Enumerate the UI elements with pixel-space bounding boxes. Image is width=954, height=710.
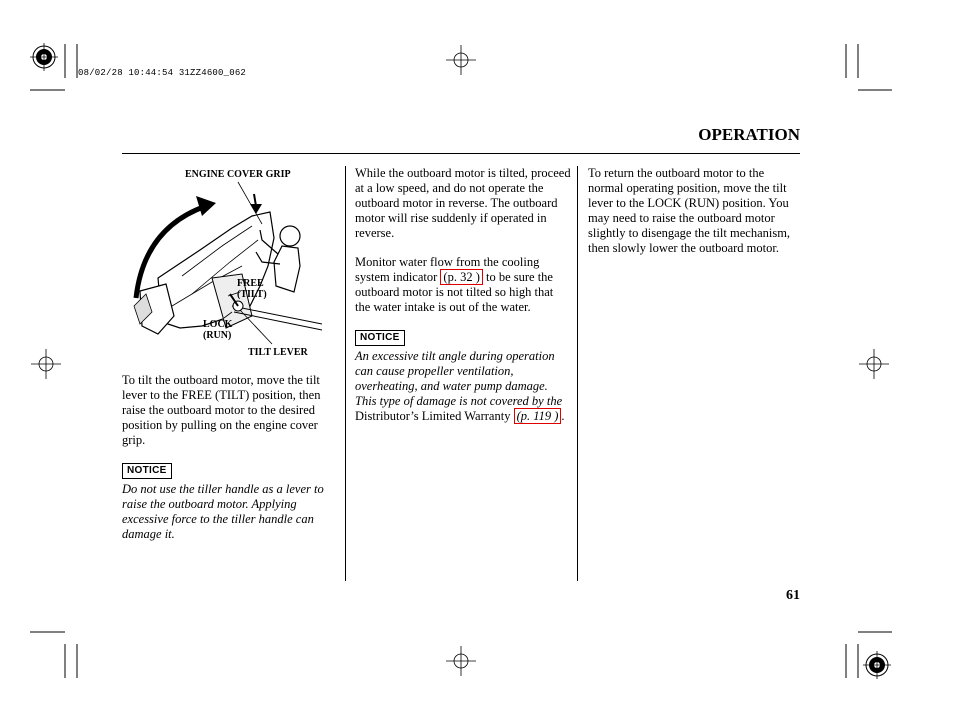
column-divider-2 [577,166,578,581]
label-run: (RUN) [203,330,232,341]
notice-text-2-end: . [561,409,565,423]
column-2 [355,166,571,424]
notice-text-2-italic: An excessive tilt angle during operation can cause propeller ventilation, overheating, and water pump damage. This type of damage is not covered by the [355,349,563,408]
starburst-mark-bottom-right [863,651,891,679]
print-timestamp: 08/02/28 10:44:54 31ZZ4600_062 [78,68,247,78]
tilt-figure [122,166,337,366]
notice-text-2-plain: Distributor’s Limited Warranty [355,409,514,423]
page-ref-32-link[interactable]: (p. 32 ) [440,269,482,285]
crosshair-mark-right [859,349,889,379]
label-tilt-lever: TILT LEVER [248,347,308,358]
label-engine-cover-grip: ENGINE COVER GRIP [185,169,291,180]
water-flow-paragraph [355,255,571,315]
column-3 [588,166,802,270]
page-number: 61 [786,588,800,603]
column-1 [122,373,340,542]
label-tilt: (TILT) [237,289,267,300]
notice-badge-1: NOTICE [122,463,172,479]
column-divider-1 [345,166,346,581]
notice-text-1: Do not use the tiller handle as a lever to raise the outboard motor. Applying excessive force to the tiller handle can damage it. [122,482,324,541]
notice-badge-2: NOTICE [355,330,405,346]
crosshair-mark-bottom [446,646,476,676]
notice-text-2 [355,349,571,424]
page-ref-119-link[interactable]: (p. 119 ) [514,408,562,424]
tilted-operation-warning: While the outboard motor is tilted, proceed at a low speed, and do not operate the outboard motor in reverse. The outboard motor will rise suddenly if operated in reverse. [355,166,571,240]
tilt-instruction: To tilt the outboard motor, move the tilt lever to the FREE (TILT) position, then raise the outboard motor to the desired position by pulling on the engine cover grip. [122,373,321,447]
label-free: FREE [237,278,264,289]
starburst-mark-top-left [30,43,58,71]
section-title: OPERATION [698,125,800,144]
water-flow-text-a: Monitor water flow from the cooling system indicator [355,255,540,284]
label-lock: LOCK [203,319,233,330]
return-instruction: To return the outboard motor to the normal operating position, move the tilt lever to the LOCK (RUN) position. You may need to raise the outboard motor slightly to disengage the tilt mechanism, then slowly lower the outboard motor. [588,166,791,255]
crosshair-mark-left [31,349,61,379]
water-flow-text-b: to be sure the outboard motor is not tilted so high that the water intake is out of the water. [355,270,554,314]
crosshair-mark-top [446,45,476,75]
header-rule [122,153,800,154]
